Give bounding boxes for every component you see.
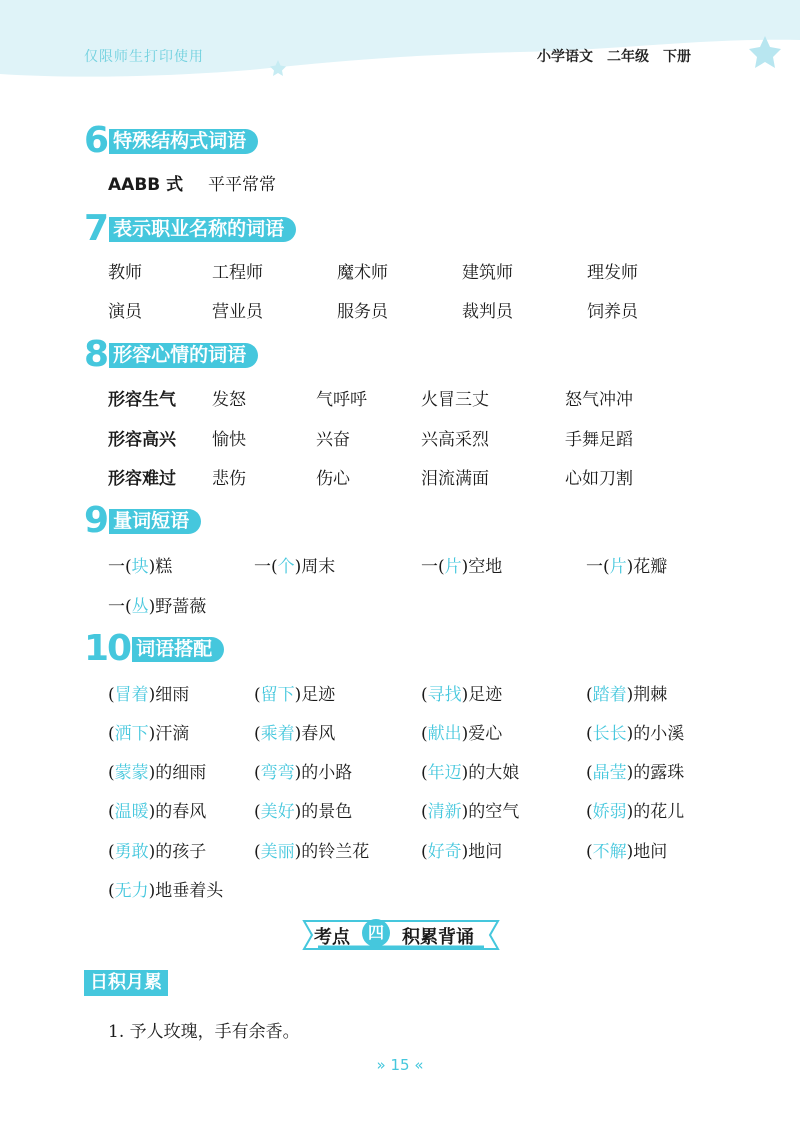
- page-number-text: 15: [390, 1056, 410, 1074]
- mood-word: 怒气冲冲: [565, 390, 633, 410]
- section-title: 量词短语: [109, 509, 201, 534]
- profession-word: 建筑师: [462, 263, 513, 283]
- collocation-phrase: (长长)的小溪: [586, 724, 685, 744]
- collocation-phrase: (弯弯)的小路: [254, 763, 353, 783]
- mood-word: 手舞足蹈: [565, 430, 633, 450]
- collocation-phrase: (温暖)的春风: [108, 802, 207, 822]
- rijiyuelei-heading: 日积月累: [84, 970, 168, 996]
- mood-word: 伤心: [316, 469, 350, 489]
- mood-word: 悲伤: [212, 469, 246, 489]
- profession-word: 工程师: [212, 263, 263, 283]
- mood-word: 发怒: [212, 390, 246, 410]
- aabb-example: 平平常常: [208, 175, 276, 195]
- profession-word: 魔术师: [337, 263, 388, 283]
- profession-word: 裁判员: [462, 302, 513, 322]
- section-title: 表示职业名称的词语: [109, 217, 296, 242]
- mood-label: 形容难过: [108, 469, 176, 489]
- collocation-phrase: (娇弱)的花儿: [586, 802, 685, 822]
- mood-label: 形容高兴: [108, 430, 176, 450]
- collocation-phrase: (晶莹)的露珠: [586, 763, 685, 783]
- collocation-phrase: (年迈)的大娘: [421, 763, 520, 783]
- section-10-heading: [84, 628, 224, 669]
- collocation-phrase: (好奇)地问: [421, 842, 503, 862]
- profession-word: 饲养员: [587, 302, 638, 322]
- collocation-phrase: (蒙蒙)的细雨: [108, 763, 207, 783]
- collocation-phrase: (洒下)汗滴: [108, 724, 190, 744]
- header-band: [0, 0, 800, 80]
- collocation-phrase: (献出)爱心: [421, 724, 503, 744]
- section-title: 形容心情的词语: [109, 343, 258, 368]
- section-8-heading: [84, 334, 258, 375]
- section-title: 特殊结构式词语: [109, 129, 258, 154]
- double-chevron-left-icon: «: [414, 1056, 424, 1074]
- section-number: 10: [84, 628, 131, 669]
- header-book-title: 小学语文 二年级 下册: [537, 49, 691, 65]
- kaodian-number-badge: 四: [362, 919, 390, 947]
- collocation-phrase: (无力)地垂着头: [108, 881, 224, 901]
- kaodian-title: 积累背诵: [402, 927, 474, 948]
- mood-word: 兴奋: [316, 430, 350, 450]
- collocation-phrase: (美丽)的铃兰花: [254, 842, 370, 862]
- section-title: 词语搭配: [132, 637, 224, 662]
- collocation-phrase: (寻找)足迹: [421, 685, 503, 705]
- collocation-phrase: (美好)的景色: [254, 802, 353, 822]
- section-number: 8: [84, 334, 108, 375]
- section-6-heading: [84, 120, 258, 161]
- mood-word: 愉快: [212, 430, 246, 450]
- measure-phrase: 一(片)花瓣: [586, 557, 668, 577]
- profession-word: 演员: [108, 302, 142, 322]
- mood-word: 兴高采烈: [421, 430, 489, 450]
- collocation-phrase: (不解)地问: [586, 842, 668, 862]
- mood-word: 泪流满面: [421, 469, 489, 489]
- section-number: 6: [84, 120, 108, 161]
- collocation-phrase: (留下)足迹: [254, 685, 336, 705]
- mood-word: 气呼呼: [316, 390, 367, 410]
- header-watermark: 仅限师生打印使用: [84, 49, 204, 65]
- mood-word: 心如刀割: [565, 469, 633, 489]
- kaodian-banner: [298, 917, 504, 953]
- measure-phrase: 一(丛)野蔷薇: [108, 597, 207, 617]
- collocation-phrase: (踏着)荆棘: [586, 685, 668, 705]
- section-number: 9: [84, 500, 108, 541]
- section-number: 7: [84, 208, 108, 249]
- kaodian-label: 考点: [314, 927, 350, 948]
- section-9-heading: [84, 500, 201, 541]
- rijiyuelei-item-1: 1. 予人玫瑰，手有余香。: [108, 1022, 300, 1042]
- measure-phrase: 一(块)糕: [108, 557, 173, 577]
- aabb-label: AABB 式: [108, 175, 184, 195]
- measure-phrase: 一(片)空地: [421, 557, 503, 577]
- collocation-phrase: (清新)的空气: [421, 802, 520, 822]
- measure-phrase: 一(个)周末: [254, 557, 336, 577]
- profession-word: 营业员: [212, 302, 263, 322]
- collocation-phrase: (勇敢)的孩子: [108, 842, 207, 862]
- star-icon: [749, 36, 781, 68]
- profession-word: 教师: [108, 263, 142, 283]
- collocation-phrase: (乘着)春风: [254, 724, 336, 744]
- page-number: [372, 1056, 428, 1074]
- profession-word: 理发师: [587, 263, 638, 283]
- section-7-heading: [84, 208, 296, 249]
- profession-word: 服务员: [337, 302, 388, 322]
- collocation-phrase: (冒着)细雨: [108, 685, 190, 705]
- mood-word: 火冒三丈: [421, 390, 489, 410]
- mood-label: 形容生气: [108, 390, 176, 410]
- double-chevron-right-icon: »: [376, 1056, 386, 1074]
